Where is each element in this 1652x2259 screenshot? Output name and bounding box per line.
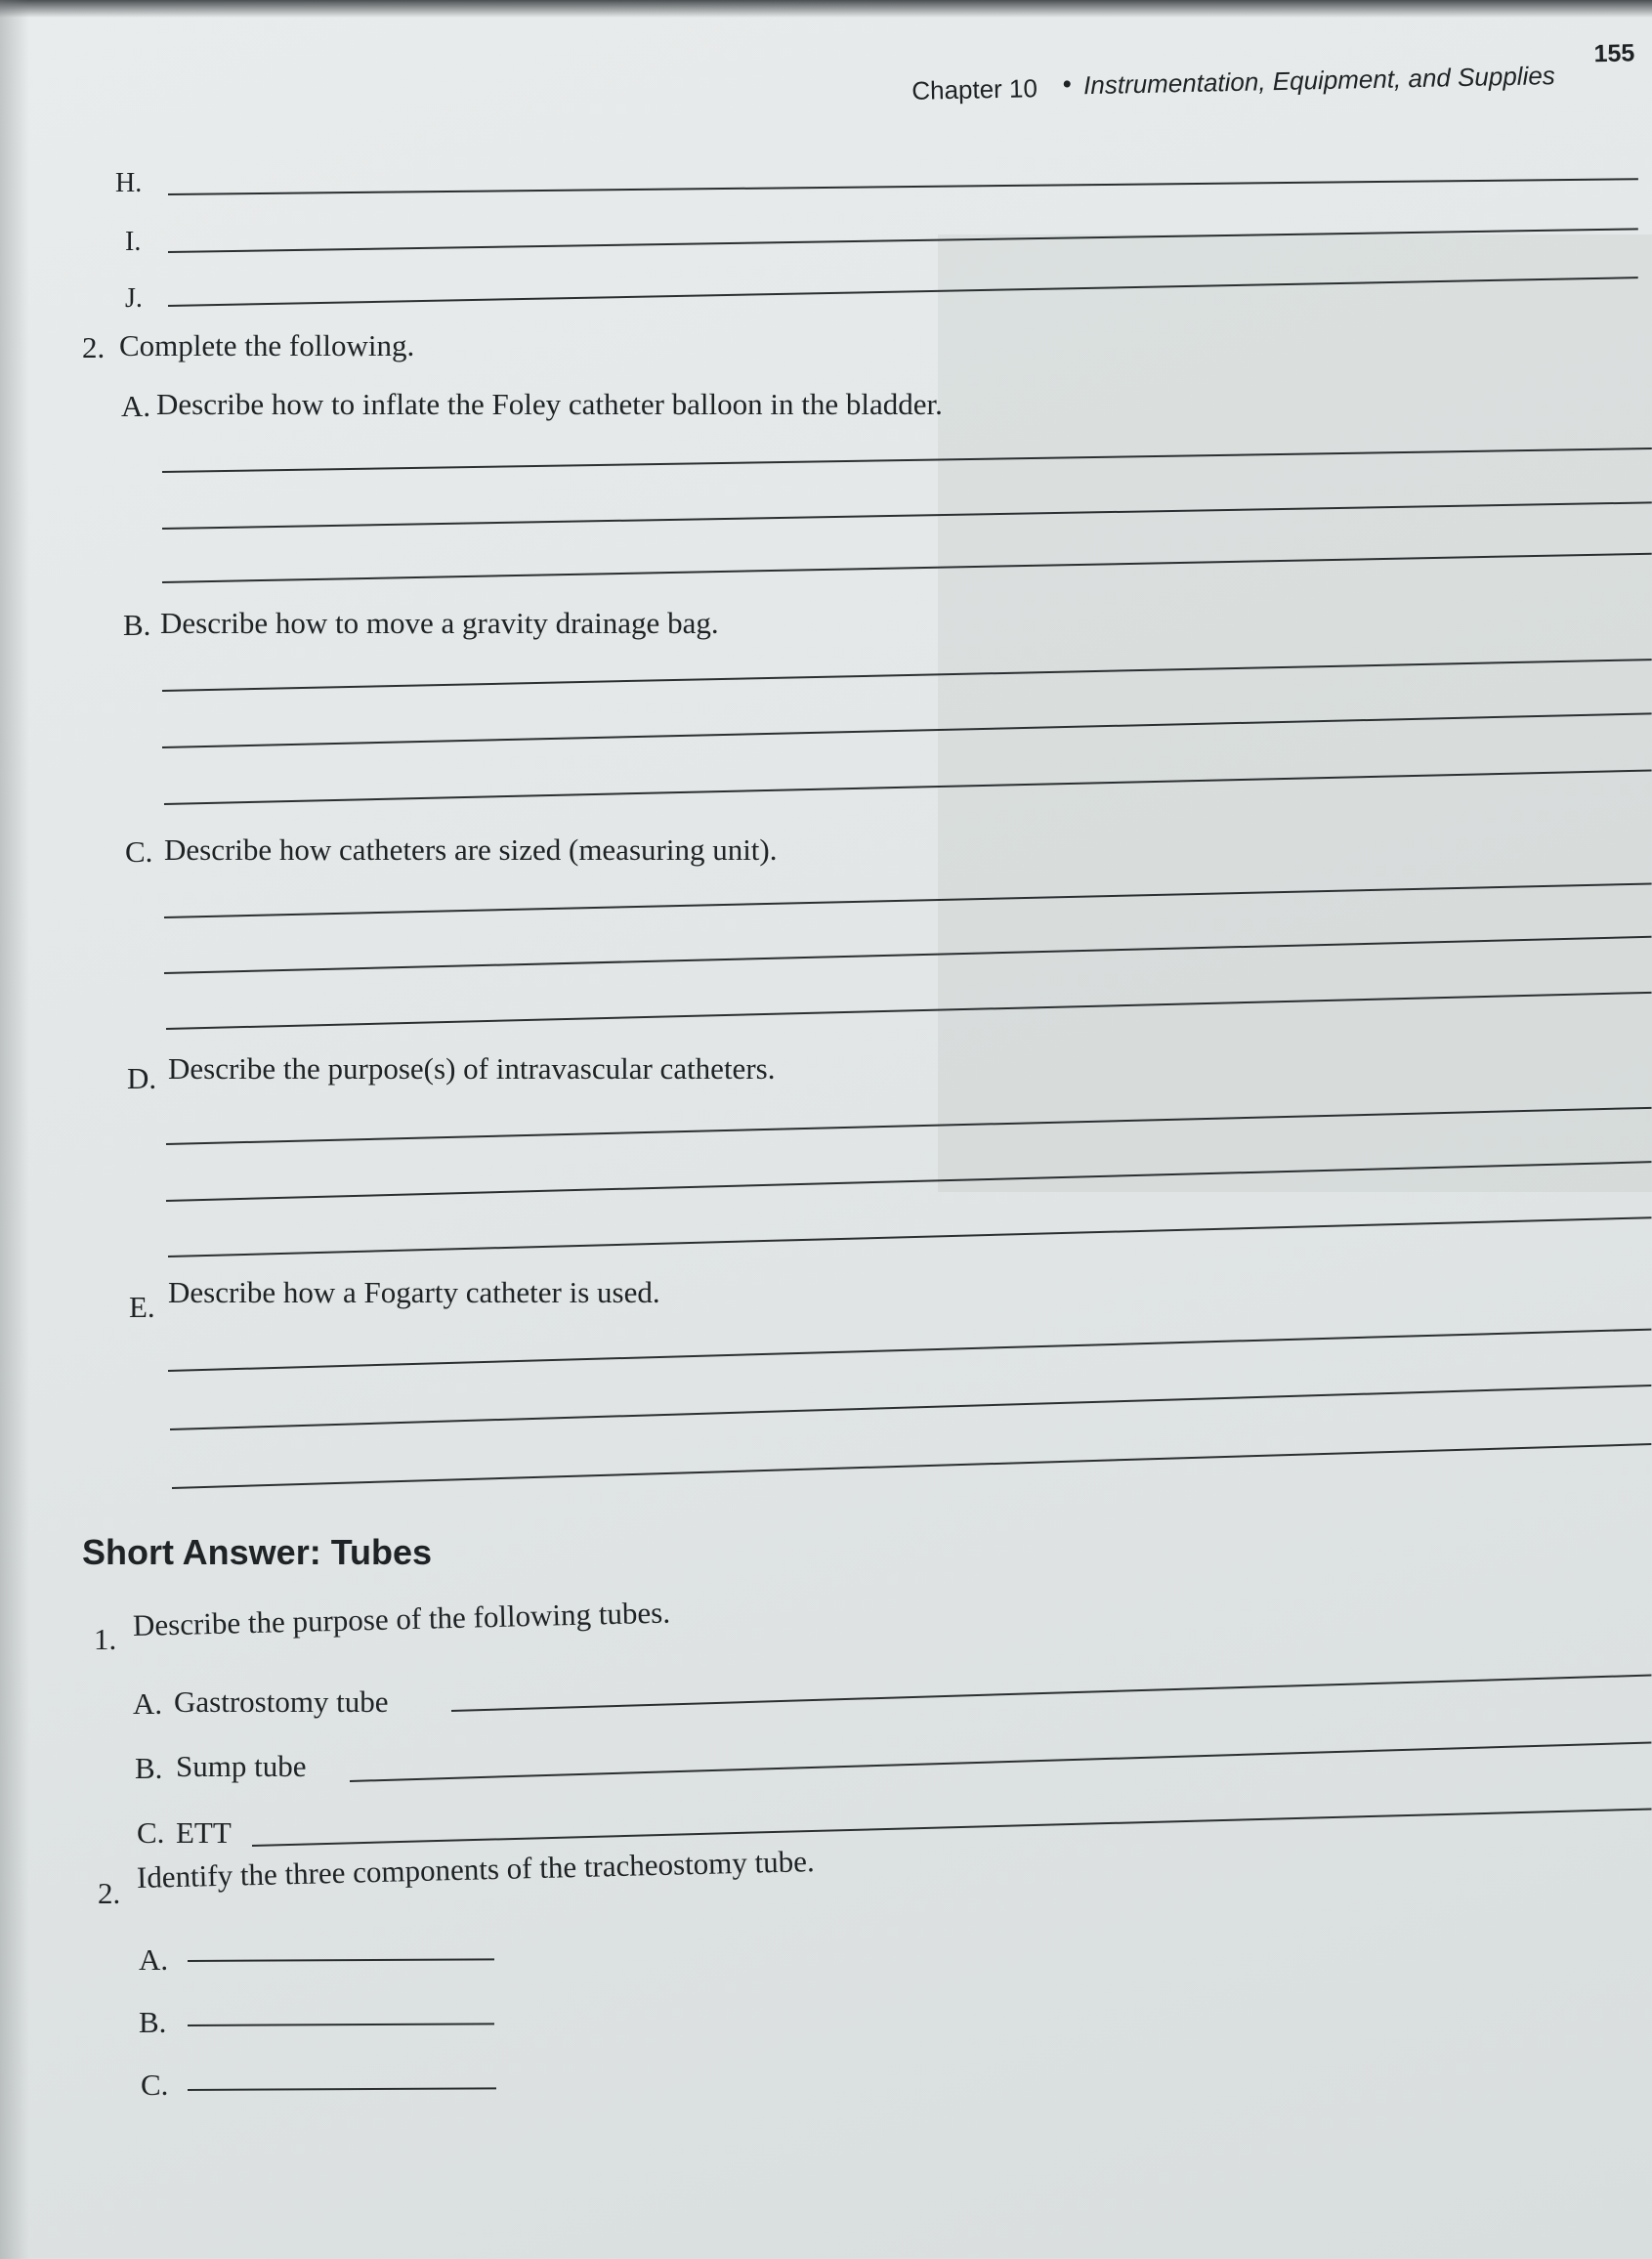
item-letter-2b: B. <box>123 608 151 642</box>
answer-line-trach-a[interactable] <box>188 1958 494 1962</box>
item-letter-2d: D. <box>127 1061 157 1095</box>
answer-line-2d-2[interactable] <box>166 1161 1652 1202</box>
answer-line-2e-2[interactable] <box>170 1385 1651 1430</box>
answer-line-tube-b[interactable] <box>350 1741 1651 1782</box>
answer-line-h[interactable] <box>168 178 1638 195</box>
item-text-2a: Describe how to inflate the Foley catheter balloon in the bladder. <box>156 387 943 421</box>
item-text-tube-b: Sump tube <box>176 1749 307 1783</box>
answer-line-2e-1[interactable] <box>168 1329 1651 1372</box>
answer-line-2b-2[interactable] <box>162 712 1652 748</box>
item-letter-2c: C. <box>125 834 153 869</box>
header-separator: • <box>1062 68 1073 99</box>
item-text-tube-a: Gastrostomy tube <box>174 1684 389 1719</box>
item-label-h: H. <box>115 168 143 198</box>
item-letter-tube-c: C. <box>137 1815 165 1850</box>
question-prompt-tubes-2: Identify the three components of the tracheostomy tube. <box>136 1844 816 1895</box>
answer-line-2c-2[interactable] <box>164 936 1652 974</box>
answer-line-2d-3[interactable] <box>168 1216 1652 1257</box>
answer-line-2c-3[interactable] <box>166 992 1652 1030</box>
answer-line-2a-2[interactable] <box>162 501 1652 530</box>
page-number: 155 <box>1593 39 1635 68</box>
item-text-tube-c: ETT <box>176 1815 232 1850</box>
question-prompt-2: Complete the following. <box>119 328 415 362</box>
item-letter-trach-c: C. <box>141 2067 169 2102</box>
answer-line-2a-3[interactable] <box>162 553 1652 583</box>
item-label-i: I. <box>125 227 142 257</box>
running-header <box>0 39 1652 122</box>
bleed-through-area <box>938 234 1652 1192</box>
answer-line-2e-3[interactable] <box>172 1443 1651 1489</box>
item-letter-trach-a: A. <box>139 1942 169 1977</box>
answer-line-2b-1[interactable] <box>162 659 1652 692</box>
item-label-j: J. <box>125 283 143 314</box>
answer-line-2b-3[interactable] <box>164 769 1652 805</box>
section-heading-tubes: Short Answer: Tubes <box>82 1532 433 1572</box>
item-letter-2a: A. <box>121 389 151 423</box>
answer-line-tube-c[interactable] <box>252 1808 1652 1847</box>
item-letter-tube-a: A. <box>133 1686 163 1721</box>
answer-line-trach-b[interactable] <box>188 2023 494 2026</box>
item-letter-trach-b: B. <box>139 2005 167 2039</box>
answer-line-trach-c[interactable] <box>188 2087 496 2091</box>
question-number-tubes-1: 1. <box>94 1622 117 1656</box>
question-number-2: 2. <box>82 330 106 364</box>
chapter-label: Chapter 10 <box>911 73 1038 106</box>
chapter-title: Instrumentation, Equipment, and Supplies <box>1082 61 1556 101</box>
item-letter-2e: E. <box>129 1290 155 1324</box>
item-text-2c: Describe how catheters are sized (measuring unit). <box>164 832 778 867</box>
answer-line-tube-a[interactable] <box>451 1675 1652 1712</box>
item-letter-tube-b: B. <box>135 1751 163 1785</box>
answer-line-2d-1[interactable] <box>166 1107 1652 1145</box>
answer-line-i[interactable] <box>168 228 1638 253</box>
item-text-2e: Describe how a Fogarty catheter is used. <box>168 1275 660 1309</box>
answer-line-j[interactable] <box>168 277 1638 307</box>
page-left-shadow <box>0 0 29 2259</box>
answer-line-2c-1[interactable] <box>164 882 1652 918</box>
page-top-shadow <box>0 0 1652 18</box>
item-text-2d: Describe the purpose(s) of intravascular catheters. <box>168 1051 776 1086</box>
answer-line-2a-1[interactable] <box>162 448 1652 473</box>
question-prompt-tubes-1: Describe the purpose of the following tubes. <box>132 1595 671 1642</box>
item-text-2b: Describe how to move a gravity drainage bag. <box>160 606 719 640</box>
question-number-tubes-2: 2. <box>98 1876 121 1910</box>
